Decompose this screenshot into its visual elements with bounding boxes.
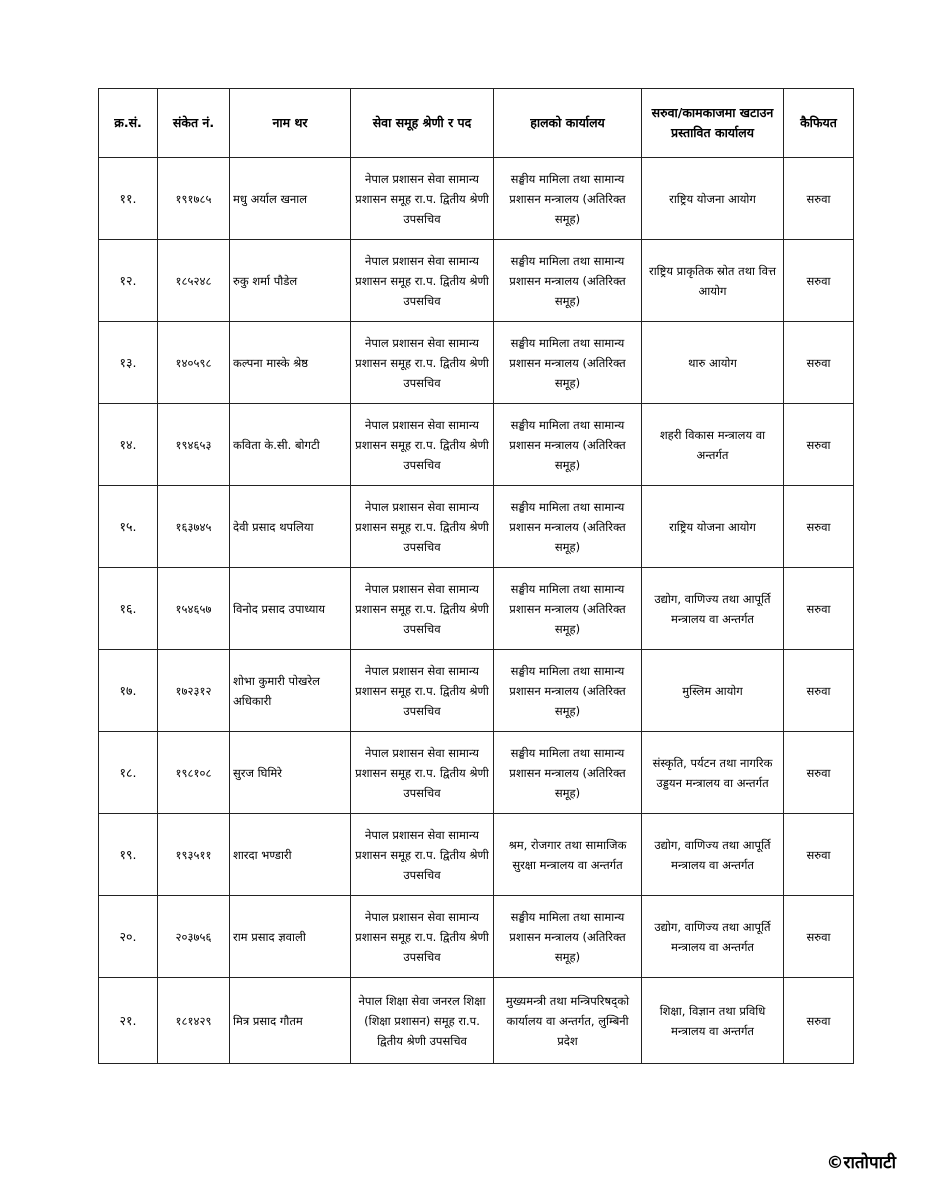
- table-row: [99, 240, 854, 322]
- header-proposed-office: सरुवा/कामकाजमा खटाउन प्रस्तावित कार्यालय: [642, 89, 784, 158]
- code-cell: १९१७८५: [158, 158, 230, 240]
- service-cell: नेपाल प्रशासन सेवा सामान्य प्रशासन समूह रा.प. द्वितीय श्रेणी उपसचिव: [351, 896, 494, 978]
- current-office-cell: मुख्यमन्त्री तथा मन्त्रिपरिषद्को कार्यालय वा अन्तर्गत, लुम्बिनी प्रदेश: [494, 978, 642, 1064]
- name-cell: शोभा कुमारी पोखरेल अधिकारी: [230, 650, 351, 732]
- current-office-cell: सङ्घीय मामिला तथा सामान्य प्रशासन मन्त्रालय (अतिरिक्त समूह): [494, 322, 642, 404]
- current-office-cell: सङ्घीय मामिला तथा सामान्य प्रशासन मन्त्रालय (अतिरिक्त समूह): [494, 404, 642, 486]
- code-cell: १५४६५७: [158, 568, 230, 650]
- serial-cell: २१.: [99, 978, 158, 1064]
- table-row: [99, 158, 854, 240]
- code-cell: १४०५९८: [158, 322, 230, 404]
- name-cell: विनोद प्रसाद उपाध्याय: [230, 568, 351, 650]
- current-office-cell: सङ्घीय मामिला तथा सामान्य प्रशासन मन्त्रालय (अतिरिक्त समूह): [494, 650, 642, 732]
- remarks-cell: सरुवा: [784, 158, 854, 240]
- current-office-cell: सङ्घीय मामिला तथा सामान्य प्रशासन मन्त्रालय (अतिरिक्त समूह): [494, 568, 642, 650]
- header-service: सेवा समूह श्रेणी र पद: [351, 89, 494, 158]
- serial-cell: १५.: [99, 486, 158, 568]
- remarks-cell: सरुवा: [784, 322, 854, 404]
- serial-cell: १८.: [99, 732, 158, 814]
- current-office-cell: सङ्घीय मामिला तथा सामान्य प्रशासन मन्त्रालय (अतिरिक्त समूह): [494, 158, 642, 240]
- remarks-cell: सरुवा: [784, 486, 854, 568]
- serial-cell: १२.: [99, 240, 158, 322]
- name-cell: मित्र प्रसाद गौतम: [230, 978, 351, 1064]
- remarks-cell: सरुवा: [784, 240, 854, 322]
- remarks-cell: सरुवा: [784, 814, 854, 896]
- remarks-cell: सरुवा: [784, 896, 854, 978]
- table-row: [99, 322, 854, 404]
- service-cell: नेपाल प्रशासन सेवा सामान्य प्रशासन समूह रा.प. द्वितीय श्रेणी उपसचिव: [351, 650, 494, 732]
- proposed-office-cell: शहरी विकास मन्त्रालय वा अन्तर्गत: [642, 404, 784, 486]
- proposed-office-cell: राष्ट्रिय योजना आयोग: [642, 158, 784, 240]
- proposed-office-cell: राष्ट्रिय योजना आयोग: [642, 486, 784, 568]
- code-cell: १९४६५३: [158, 404, 230, 486]
- code-cell: २०३७५६: [158, 896, 230, 978]
- proposed-office-cell: शिक्षा, विज्ञान तथा प्रविधि मन्त्रालय वा अन्तर्गत: [642, 978, 784, 1064]
- service-cell: नेपाल प्रशासन सेवा सामान्य प्रशासन समूह रा.प. द्वितीय श्रेणी उपसचिव: [351, 486, 494, 568]
- service-cell: नेपाल प्रशासन सेवा सामान्य प्रशासन समूह रा.प. द्वितीय श्रेणी उपसचिव: [351, 404, 494, 486]
- table-row: [99, 978, 854, 1064]
- name-cell: रुकु शर्मा पौडेल: [230, 240, 351, 322]
- current-office-cell: सङ्घीय मामिला तथा सामान्य प्रशासन मन्त्रालय (अतिरिक्त समूह): [494, 486, 642, 568]
- current-office-cell: श्रम, रोजगार तथा सामाजिक सुरक्षा मन्त्रालय वा अन्तर्गत: [494, 814, 642, 896]
- table-row: [99, 814, 854, 896]
- table-header-row: [99, 89, 854, 158]
- name-cell: शारदा भण्डारी: [230, 814, 351, 896]
- remarks-cell: सरुवा: [784, 732, 854, 814]
- table-row: [99, 896, 854, 978]
- name-cell: मधु अर्याल खनाल: [230, 158, 351, 240]
- table-row: [99, 650, 854, 732]
- remarks-cell: सरुवा: [784, 978, 854, 1064]
- serial-cell: ११.: [99, 158, 158, 240]
- code-cell: १७२३१२: [158, 650, 230, 732]
- service-cell: नेपाल प्रशासन सेवा सामान्य प्रशासन समूह रा.प. द्वितीय श्रेणी उपसचिव: [351, 814, 494, 896]
- code-cell: १८५२४८: [158, 240, 230, 322]
- name-cell: कल्पना मास्के श्रेष्ठ: [230, 322, 351, 404]
- code-cell: १९८१०८: [158, 732, 230, 814]
- header-serial: क्र.सं.: [99, 89, 158, 158]
- serial-cell: १३.: [99, 322, 158, 404]
- serial-cell: १६.: [99, 568, 158, 650]
- proposed-office-cell: उद्योग, वाणिज्य तथा आपूर्ति मन्त्रालय वा अन्तर्गत: [642, 568, 784, 650]
- service-cell: नेपाल प्रशासन सेवा सामान्य प्रशासन समूह रा.प. द्वितीय श्रेणी उपसचिव: [351, 732, 494, 814]
- service-cell: नेपाल प्रशासन सेवा सामान्य प्रशासन समूह रा.प. द्वितीय श्रेणी उपसचिव: [351, 158, 494, 240]
- serial-cell: १४.: [99, 404, 158, 486]
- copyright-watermark: ©रातोपाटी: [826, 1153, 896, 1173]
- code-cell: १९३५११: [158, 814, 230, 896]
- header-code: संकेत नं.: [158, 89, 230, 158]
- name-cell: कविता के.सी. बोगटी: [230, 404, 351, 486]
- name-cell: सुरज घिमिरे: [230, 732, 351, 814]
- header-current-office: हालको कार्यालय: [494, 89, 642, 158]
- service-cell: नेपाल प्रशासन सेवा सामान्य प्रशासन समूह रा.प. द्वितीय श्रेणी उपसचिव: [351, 240, 494, 322]
- service-cell: नेपाल शिक्षा सेवा जनरल शिक्षा (शिक्षा प्रशासन) समूह रा.प. द्वितीय श्रेणी उपसचिव: [351, 978, 494, 1064]
- name-cell: राम प्रसाद ज्ञवाली: [230, 896, 351, 978]
- code-cell: १८१४२९: [158, 978, 230, 1064]
- code-cell: १६३७४५: [158, 486, 230, 568]
- header-remarks: कैफियत: [784, 89, 854, 158]
- service-cell: नेपाल प्रशासन सेवा सामान्य प्रशासन समूह रा.प. द्वितीय श्रेणी उपसचिव: [351, 568, 494, 650]
- transfer-table: [98, 88, 854, 1064]
- proposed-office-cell: मुस्लिम आयोग: [642, 650, 784, 732]
- proposed-office-cell: राष्ट्रिय प्राकृतिक स्रोत तथा वित्त आयोग: [642, 240, 784, 322]
- header-name: नाम थर: [230, 89, 351, 158]
- remarks-cell: सरुवा: [784, 568, 854, 650]
- serial-cell: १७.: [99, 650, 158, 732]
- service-cell: नेपाल प्रशासन सेवा सामान्य प्रशासन समूह रा.प. द्वितीय श्रेणी उपसचिव: [351, 322, 494, 404]
- current-office-cell: सङ्घीय मामिला तथा सामान्य प्रशासन मन्त्रालय (अतिरिक्त समूह): [494, 896, 642, 978]
- name-cell: देवी प्रसाद थपलिया: [230, 486, 351, 568]
- serial-cell: २०.: [99, 896, 158, 978]
- proposed-office-cell: उद्योग, वाणिज्य तथा आपूर्ति मन्त्रालय वा अन्तर्गत: [642, 896, 784, 978]
- table-row: [99, 568, 854, 650]
- proposed-office-cell: संस्कृति, पर्यटन तथा नागरिक उड्डयन मन्त्रालय वा अन्तर्गत: [642, 732, 784, 814]
- proposed-office-cell: उद्योग, वाणिज्य तथा आपूर्ति मन्त्रालय वा अन्तर्गत: [642, 814, 784, 896]
- remarks-cell: सरुवा: [784, 404, 854, 486]
- serial-cell: १९.: [99, 814, 158, 896]
- current-office-cell: सङ्घीय मामिला तथा सामान्य प्रशासन मन्त्रालय (अतिरिक्त समूह): [494, 240, 642, 322]
- table-row: [99, 404, 854, 486]
- current-office-cell: सङ्घीय मामिला तथा सामान्य प्रशासन मन्त्रालय (अतिरिक्त समूह): [494, 732, 642, 814]
- proposed-office-cell: थारु आयोग: [642, 322, 784, 404]
- remarks-cell: सरुवा: [784, 650, 854, 732]
- table-row: [99, 732, 854, 814]
- table-row: [99, 486, 854, 568]
